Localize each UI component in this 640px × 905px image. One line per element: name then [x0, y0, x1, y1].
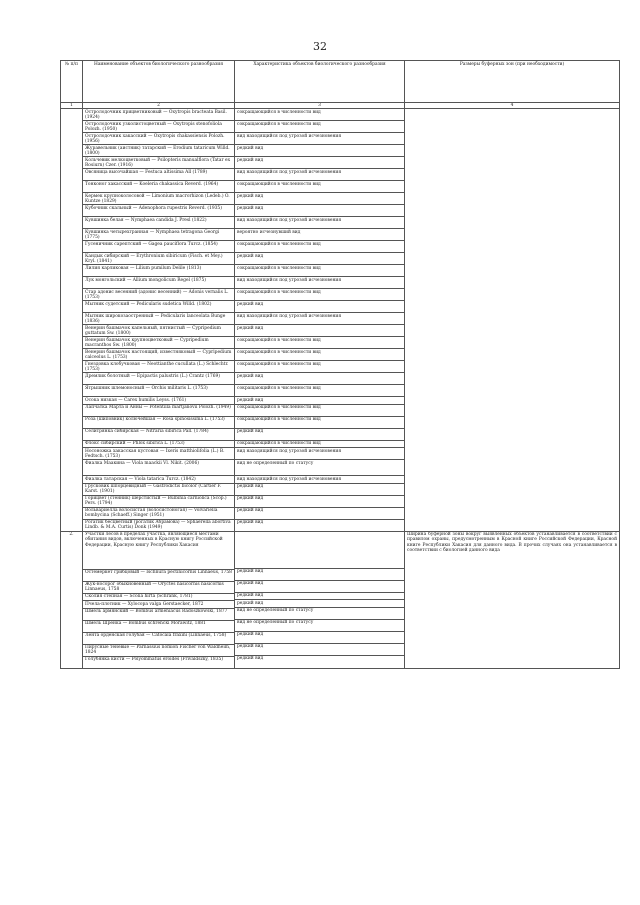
species-characteristic: сокращающийся в численности вид [235, 417, 404, 429]
species-characteristic: сокращающийся в численности вид [235, 241, 404, 253]
species-characteristic: редкий вид [235, 193, 404, 205]
species-characteristic: редкий вид [235, 508, 404, 520]
species-name: Ятрышник шлемоносный — Orchis militaris L. (1753) [83, 385, 234, 397]
species-name: Кубочник скальный — Adenophora rupestris Reverd. (1935) [83, 205, 234, 217]
species-name: Роза (шиповник) колючейшая — Rosa spinosissima L. (1753) [83, 417, 234, 429]
page-number: 32 [313, 40, 327, 53]
species-characteristic: редкий вид [237, 656, 264, 662]
species-name: Мытник широкозаостренный — Pedicularis lanceolata Bunge (1836) [83, 313, 234, 325]
species-characteristic: сокращающийся в численности вид [235, 361, 404, 373]
species-characteristic: вид не определенный по статусу [235, 608, 404, 620]
header-name: Наименование объектов биологического разнообразия [83, 61, 235, 103]
species-characteristic: вид находящийся под угрозой исчезновения [235, 169, 404, 181]
column-number-3: 3 [235, 103, 405, 109]
section-2-names [83, 531, 235, 668]
species-name: Остролодочник хакасский — Oxytropis chakassiensis Polozh. (1956) [83, 133, 234, 145]
species-name: Тонконог хакасский — Koeleria chakassica Reverd. (1964) [83, 181, 234, 193]
section-1-buffer [405, 109, 620, 532]
species-name: Горицвет (стенник) шерстистый — Bulbinia carniolica (Scop.) Pers. (1794) [83, 496, 234, 508]
species-name: Кольчевик мелкоцветковый — Psilopteris manualflora (Tatar ex Rosiurn) Czer. (1916) [83, 157, 234, 169]
species-name: Сколия степная — Scolia hirta (Schrank, 1781) [83, 594, 234, 602]
species-name: Остемеркет грибцовый — Ischnura pectinicornis Linnaeus, 1758 [83, 570, 234, 582]
species-characteristic: редкий вид [235, 145, 404, 157]
species-characteristic: вид находящийся под угрозой исчезновения [235, 277, 404, 289]
species-characteristic: редкий вид [235, 157, 404, 169]
species-characteristic: сокращающийся в численности вид [235, 121, 404, 133]
species-name: Остролодочник прицветниковый — Oxytropis bracteata Basil. (1924) [83, 109, 234, 121]
species-characteristic: сокращающийся в численности вид [235, 109, 404, 121]
species-name: Жук-носорог обыкновенный — Oryctes nasicornis nasicornis Linnaeus, 1758 [83, 582, 234, 594]
species-name: Грусковик шпорцевидный — Gastrodictis bicolor (Cartier F. Karst. (1901) [83, 484, 234, 496]
section-1-row [61, 109, 620, 532]
species-name: Фиалка Маакина — Viola maackii Vl. Nikit. (2006) [83, 460, 234, 476]
column-number-1: 1 [61, 103, 83, 109]
species-name: Кермек крупноколосовой — Limonium macrorhizon (Ledeb.) O. Kuntze (1829) [83, 193, 234, 205]
species-characteristic: редкий вид [235, 301, 404, 313]
species-characteristic: сокращающийся в численности вид [235, 265, 404, 277]
species-name: Кандык сибирский — Erythronium sibiricum (Fisch. et Mey.) Kryl. (1841) [83, 253, 234, 265]
species-characteristic: редкий вид [237, 520, 264, 526]
species-name: Стар адонис весенний (адонис весенний) — Adonis vernalis L. (1753) [83, 289, 234, 301]
header-characteristic: Характеристика объектов биологического разнообразия [235, 61, 405, 103]
species-name: Флокс сибирский — Phlox sibirica L. (1753) [83, 441, 234, 449]
section-1-characteristics [235, 109, 405, 532]
species-characteristic: вид находящийся под угрозой исчезновения [235, 133, 404, 145]
species-characteristic: редкий вид [235, 484, 404, 496]
header-row [61, 61, 620, 103]
species-name: Мытник судетский — Pedicularis sudetica Willd. (1802) [83, 301, 234, 313]
species-characteristic: редкий вид [235, 600, 404, 608]
species-name: Кувшинка белая — Nymphaea candida J. Presl (1822) [83, 217, 234, 229]
species-name: Носоножка хакасская кустовая — Ixeris matthiolifolia (L.) B. Fedtsch. (1753) [83, 448, 234, 460]
section-2-buffer-text: Ширина буферной зоны вокруг выявленных объектов устанавливается в соответствии с правилом охраны, предусмотренным в Красной книге Российской Федерации, Красной книге Республики Хакасия для данного вида. В прочих случаях она устанавливается в соответствии с биологией данного вида [405, 531, 620, 668]
species-name: Овсяница высочайшая — Festuca altissima All (1789) [83, 169, 234, 181]
section-2-intro-blank [235, 532, 404, 569]
species-name: Пчела-плотник — Xylocopa valga Gerstaecker, 1872 [83, 601, 234, 609]
species-characteristic: редкий вид [235, 593, 404, 601]
species-characteristic: вид находящийся под угрозой исчезновения [235, 448, 404, 460]
species-name: Вольвариелла волосистая (волосистоногая) — Volvariella bombycina (Schaeff.) Singer (1951) [83, 508, 234, 520]
section-2-row [61, 531, 620, 668]
species-name: Лапчатка Марта и Анны — Potentilla martjanovii Polozh. (1949) [83, 405, 234, 417]
species-name: Гнездовка клобучковая — Neottianthe cucullata (L.) Schlechtr. (1753) [83, 361, 234, 373]
species-name: Лук монгольский — Allium mongolicum Regel (1875) [83, 277, 234, 289]
header-number: № п/п [61, 61, 83, 103]
species-characteristic: редкий вид [235, 632, 404, 644]
species-characteristic: сокращающийся в численности вид [235, 349, 404, 361]
species-characteristic: редкий вид [235, 429, 404, 441]
section-2-number: 2. [61, 531, 83, 668]
species-name: Гусеничник сарептский — Gagea pauciflora Turcz. (1854) [83, 241, 234, 253]
species-name: Фиалка татарская — Viola tatarica Turcz. (1842) [83, 476, 234, 484]
species-characteristic: редкий вид [235, 205, 404, 217]
species-name: Журавельник (аистник) татарский — Erodium tataricum Willd. (1800) [83, 145, 234, 157]
section-2-characteristics [235, 531, 405, 668]
species-characteristic: редкий вид [235, 496, 404, 508]
species-name: Лилия карликовая — Lilium pumilum Delile (1813) [83, 265, 234, 277]
species-characteristic: вид находящийся под угрозой исчезновения [235, 217, 404, 229]
species-name: Пирусные теневые — Parnassius nomion Fischer von Waldheim, 1824 [83, 645, 234, 657]
species-characteristic: вид находящийся под угрозой исчезновения [235, 476, 404, 484]
species-name: Голубянка кисти — Polyommatus eroides (Frivaldszky, 1835) [85, 657, 223, 663]
species-name: Венерин башмачок капельный, пятнистый — Cypripedium guttatum Sw. (1800) [83, 325, 234, 337]
species-name: Остролодочник узколистоцветный — Oxytropis stenofoliola Polozh. (1950) [83, 121, 234, 133]
species-name: Осока низкая — Carex humilis Leyss. (1761) [83, 397, 234, 405]
species-characteristic: сокращающийся в численности вид [235, 337, 404, 349]
species-name: Селитрянка сибирская — Nitraria sibirica Pall. (1784) [83, 429, 234, 441]
species-characteristic: редкий вид [235, 397, 404, 405]
section-1-number [61, 109, 83, 532]
species-name: Лента орденская голубая — Catocala fraxini (Linnaeus, 1758) [83, 633, 234, 645]
species-name: Кувшинка четырехгранная — Nymphaea tetragona Georgi (1775) [83, 229, 234, 241]
section-1-names [83, 109, 235, 532]
species-name: Венерин башмачок крупноцветковый — Cypripedium macranthos Sw. (1800) [83, 337, 234, 349]
species-characteristic: редкий вид [235, 569, 404, 581]
species-characteristic: сокращающийся в численности вид [235, 385, 404, 397]
column-number-2: 2 [83, 103, 235, 109]
species-characteristic: редкий вид [235, 373, 404, 385]
species-characteristic: вероятно исчезнувший вид [235, 229, 404, 241]
species-name: Дремлик болотный — Epipactis palustris (L.) Crantz (1769) [83, 373, 234, 385]
column-number-4: 4 [405, 103, 620, 109]
species-name: Рогатик бесцветный (рогатик Абрамова) — Sphaerella abortiva Lindb. & M.A. Curtis) Donk (1949) [85, 520, 231, 531]
species-characteristic: вид находящийся под угрозой исчезновения [235, 313, 404, 325]
species-characteristic: сокращающийся в численности вид [235, 289, 404, 301]
species-characteristic: сокращающийся в численности вид [235, 405, 404, 417]
header-buffer-zone: Размеры буферных зон (при необходимости) [405, 61, 620, 103]
species-characteristic: вид не определенный по статусу [235, 460, 404, 476]
species-characteristic: редкий вид [235, 644, 404, 656]
species-characteristic: редкий вид [235, 325, 404, 337]
species-characteristic: сокращающийся в численности вид [235, 441, 404, 449]
species-name: Шмель Шренка — Bombus schrencki Morawitz, 1881 [83, 621, 234, 633]
biodiversity-table [60, 60, 620, 669]
species-characteristic: редкий вид [235, 581, 404, 593]
species-characteristic: вид не определенный по статусу [235, 620, 404, 632]
species-name: Венерин башмачок настоящий, известняковый — Cypripedium calceolus L. (1753) [83, 349, 234, 361]
section-2-intro: Участки лесов в пределах участка, являющиеся местами обитания видов, включенных в Красную книгу Российской Федерации, Красную книгу Республики Хакасия [83, 532, 234, 570]
species-characteristic: сокращающийся в численности вид [235, 181, 404, 193]
species-characteristic: редкий вид [235, 253, 404, 265]
species-name: Шмель армянский — Bombus armeniacus Radoszkowski, 1877 [83, 609, 234, 621]
